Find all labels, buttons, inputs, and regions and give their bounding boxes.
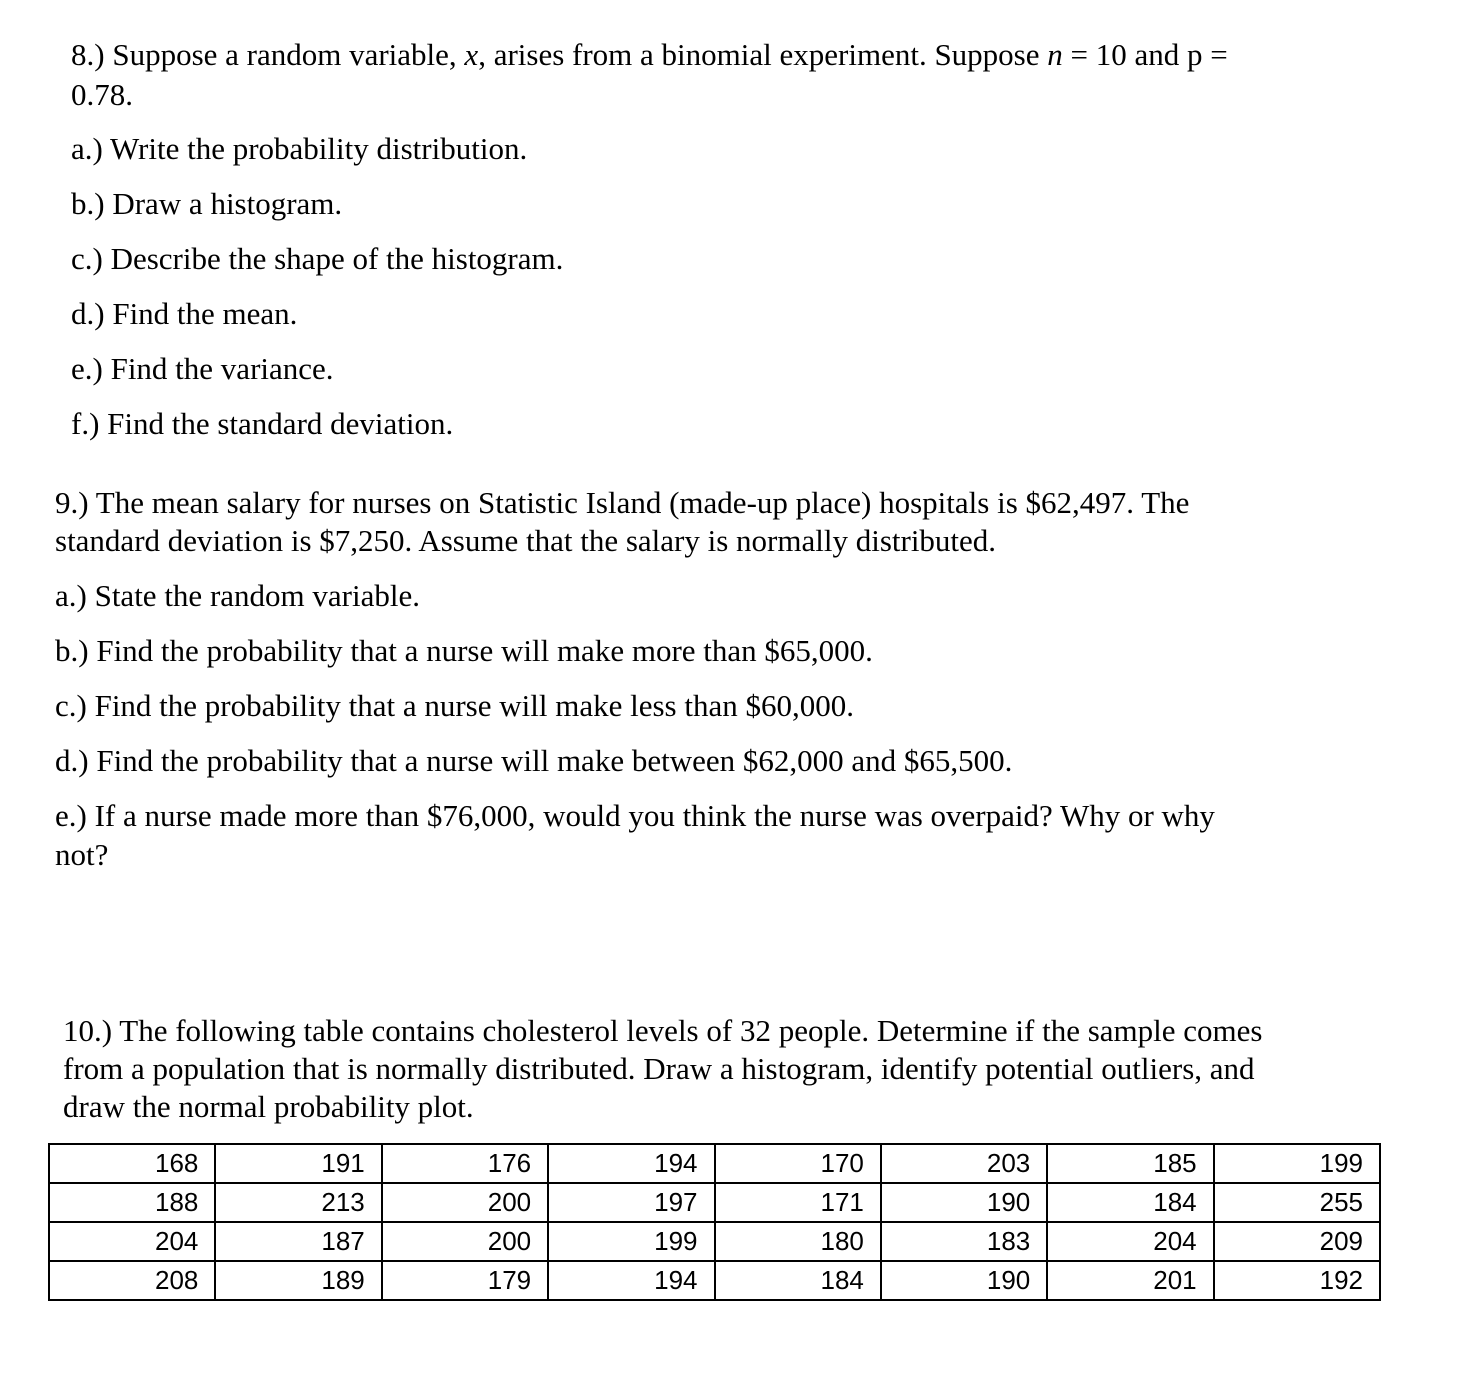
q8-variable-n: n xyxy=(1047,37,1063,72)
q9-line-2: standard deviation is $7,250. Assume that the salary is normally distributed. xyxy=(55,523,997,558)
table-cell: 187 xyxy=(215,1222,381,1261)
q8-part-f: f.) Find the standard deviation. xyxy=(71,406,454,441)
table-cell: 204 xyxy=(49,1222,215,1261)
table-cell: 194 xyxy=(548,1144,714,1183)
q8-part-c: c.) Describe the shape of the histogram. xyxy=(71,241,564,276)
cholesterol-table xyxy=(48,1143,1381,1301)
table-cell: 194 xyxy=(548,1261,714,1300)
q9-part-d: d.) Find the probability that a nurse will make between $62,000 and $65,500. xyxy=(55,743,1013,778)
table-cell: 209 xyxy=(1214,1222,1380,1261)
q10-line-2: from a population that is normally distributed. Draw a histogram, identify potential outliers, and xyxy=(63,1051,1255,1086)
q9-part-c: c.) Find the probability that a nurse will make less than $60,000. xyxy=(55,688,854,723)
table-cell: 179 xyxy=(382,1261,548,1300)
table-cell: 199 xyxy=(1214,1144,1380,1183)
table-row xyxy=(49,1183,1380,1222)
q8-variable-x: x xyxy=(464,37,479,72)
table-cell: 171 xyxy=(715,1183,881,1222)
q8-line-1 xyxy=(71,36,1228,74)
table-row xyxy=(49,1144,1380,1183)
table-row xyxy=(49,1222,1380,1261)
table-cell: 199 xyxy=(548,1222,714,1261)
table-cell: 197 xyxy=(548,1183,714,1222)
q8-part-d: d.) Find the mean. xyxy=(71,296,298,331)
table-cell: 203 xyxy=(881,1144,1047,1183)
q8-part-b: b.) Draw a histogram. xyxy=(71,186,343,221)
table-cell: 168 xyxy=(49,1144,215,1183)
table-cell: 255 xyxy=(1214,1183,1380,1222)
table-cell: 184 xyxy=(715,1261,881,1300)
q8-part-e: e.) Find the variance. xyxy=(71,351,334,386)
table-row xyxy=(49,1261,1380,1300)
q10-line-1: 10.) The following table contains cholesterol levels of 32 people. Determine if the sample comes xyxy=(63,1013,1263,1048)
table-cell: 180 xyxy=(715,1222,881,1261)
table-cell: 192 xyxy=(1214,1261,1380,1300)
q8-part-a: a.) Write the probability distribution. xyxy=(71,131,528,166)
q9-part-e-continued: not? xyxy=(55,837,109,872)
table-cell: 170 xyxy=(715,1144,881,1183)
table-cell: 189 xyxy=(215,1261,381,1300)
table-cell: 191 xyxy=(215,1144,381,1183)
q9-part-a: a.) State the random variable. xyxy=(55,578,420,613)
table-cell: 208 xyxy=(49,1261,215,1300)
table-cell: 213 xyxy=(215,1183,381,1222)
q9-line-1: 9.) The mean salary for nurses on Statistic Island (made-up place) hospitals is $62,497. The xyxy=(55,485,1190,520)
q8-line-1-text-b: , arises from a binomial experiment. Suppose xyxy=(478,37,1048,72)
q8-line-1-text-a: 8.) Suppose a random variable, xyxy=(71,37,465,72)
table-cell: 201 xyxy=(1047,1261,1213,1300)
q9-part-e: e.) If a nurse made more than $76,000, would you think the nurse was overpaid? Why or why xyxy=(55,798,1215,833)
q8-line-2: 0.78. xyxy=(71,77,133,112)
table-cell: 188 xyxy=(49,1183,215,1222)
q10-line-3: draw the normal probability plot. xyxy=(63,1089,474,1124)
table-cell: 185 xyxy=(1047,1144,1213,1183)
table-cell: 176 xyxy=(382,1144,548,1183)
table-cell: 190 xyxy=(881,1183,1047,1222)
q8-line-1-text-c: = 10 and p = xyxy=(1062,37,1228,72)
table-cell: 183 xyxy=(881,1222,1047,1261)
table-cell: 204 xyxy=(1047,1222,1213,1261)
table-cell: 200 xyxy=(382,1183,548,1222)
table-cell: 200 xyxy=(382,1222,548,1261)
table-cell: 190 xyxy=(881,1261,1047,1300)
q9-part-b: b.) Find the probability that a nurse will make more than $65,000. xyxy=(55,633,873,668)
table-cell: 184 xyxy=(1047,1183,1213,1222)
